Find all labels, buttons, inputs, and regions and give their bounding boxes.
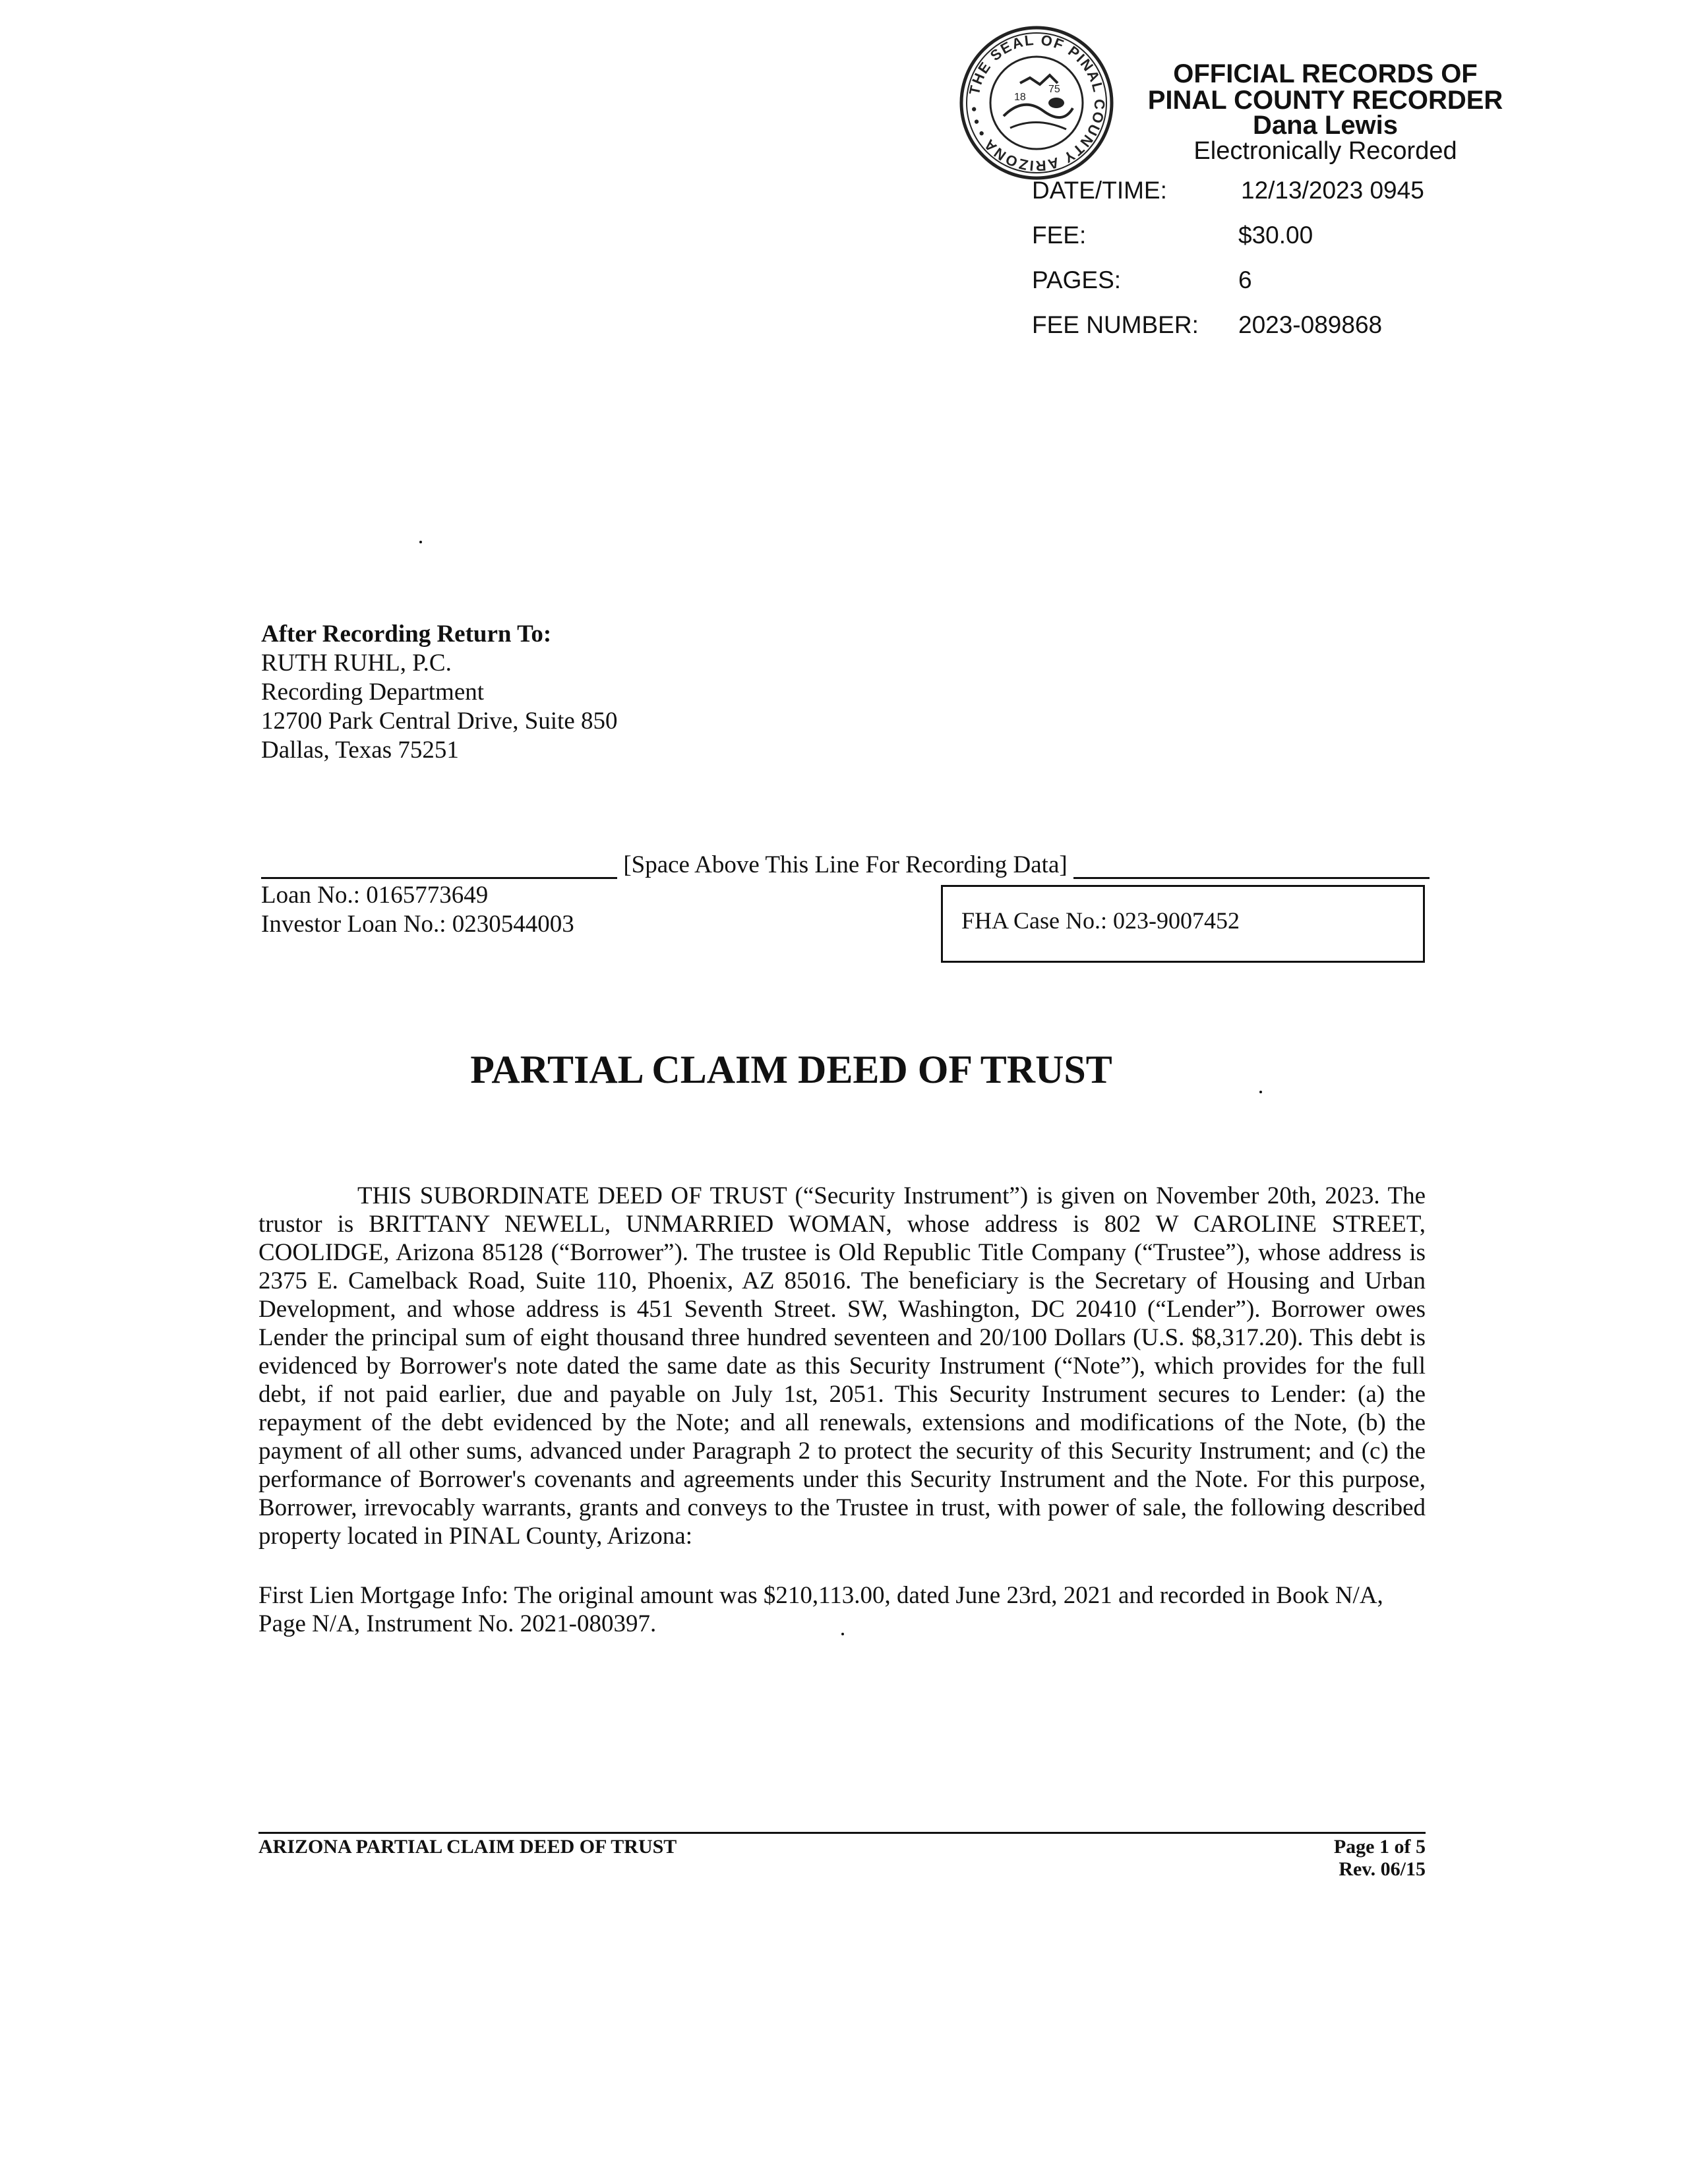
form-revision: Rev. 06/15 — [1339, 1858, 1426, 1880]
recorder-name: Dana Lewis — [1252, 111, 1399, 140]
datetime-label: DATE/TIME: — [1032, 177, 1167, 204]
svg-text:18: 18 — [1014, 92, 1026, 103]
datetime-value: 12/13/2023 0945 — [1241, 177, 1424, 204]
return-to-line: Recording Department — [261, 679, 485, 706]
deed-body-paragraph: THIS SUBORDINATE DEED OF TRUST (“Security Instrument”) is given on November 20th, 2023. The trustor is BRITTANY NEWELL, UNMARRIED WOMAN, whose address is 802 W CAROLINE STREET, COOLIDGE, Arizona 85128 (“Borrower”). The trustee is Old Republic Title Company (“Trustee”), whose address is 2375 E. Camelback Road, Suite 110, Phoenix, AZ 85016. The beneficiary is the Secretary of Housing and Urban Development, and whose address is 451 Seventh Street. SW, Washington, DC 20410 (“Lender”). Borrower owes Lender the principal sum of eight thousand three hundred seventeen and 20/100 Dollars (U.S. $8,317.20). This debt is evidenced by Borrower's note dated the same date as this Security Instrument (“Note”), which provides for the full debt, if not paid earlier, due and payable on July 1st, 2051. This Security Instrument secures to Lender: (a) the repayment of the debt evidenced by the Note; and all renewals, extensions and modifications of the Note, (b) the payment of all other sums, advanced under Paragraph 2 to protect the security of this Security Instrument; and (c) the performance of Borrower's covenants and agreements under this Security Instrument and the Note. For this purpose, Borrower, irrevocably warrants, grants and conveys to the Trustee in trust, with power of sale, the following described property located in PINAL County, Arizona: — [258, 1182, 1426, 1550]
fee-label: FEE: — [1032, 222, 1087, 249]
fha-case-number: FHA Case No.: 023-9007452 — [961, 907, 1240, 934]
return-to-line: RUTH RUHL, P.C. — [261, 650, 452, 677]
pages-value: 6 — [1238, 266, 1252, 293]
return-to-heading: After Recording Return To: — [261, 621, 552, 648]
fha-case-box — [941, 885, 1425, 963]
county-seal — [957, 24, 1116, 182]
first-lien-info: First Lien Mortgage Info: The original amount was $210,113.00, dated June 23rd, 2021 and recorded in Book N/A, Page N/A, Instrument No. 2021-080397. — [258, 1582, 1383, 1637]
recorder-title-line2: PINAL COUNTY RECORDER — [1147, 86, 1503, 115]
space-above-label: [Space Above This Line For Recording Data] — [623, 851, 1068, 878]
fee-number-value: 2023-089868 — [1238, 311, 1383, 338]
return-to-line: 12700 Park Central Drive, Suite 850 — [261, 708, 618, 735]
recording-status: Electronically Recorded — [1193, 137, 1457, 165]
svg-text:THE SEAL OF PINAL COUNTY ARIZO: THE SEAL OF PINAL COUNTY ARIZONA • • • — [965, 31, 1108, 175]
scan-dot — [419, 541, 422, 543]
recorder-title-line1: OFFICIAL RECORDS OF — [1173, 59, 1478, 88]
document-title: PARTIAL CLAIM DEED OF TRUST — [470, 1048, 1112, 1091]
investor-loan-number: Investor Loan No.: 0230544003 — [261, 911, 574, 938]
svg-text:75: 75 — [1048, 84, 1060, 95]
page-number: Page 1 of 5 — [1333, 1836, 1426, 1858]
pages-label: PAGES: — [1032, 266, 1122, 293]
loan-number: Loan No.: 0165773649 — [261, 882, 489, 909]
loan-numbers — [261, 881, 574, 939]
footer-form-name: ARIZONA PARTIAL CLAIM DEED OF TRUST — [258, 1836, 677, 1858]
footer-page-info — [1253, 1836, 1426, 1881]
return-to-block — [261, 620, 618, 765]
fee-value: $30.00 — [1238, 222, 1313, 249]
recording-divider-left — [261, 877, 617, 879]
fee-number-label: FEE NUMBER: — [1032, 311, 1199, 338]
recording-divider-right — [1073, 877, 1430, 879]
footer-rule — [258, 1832, 1426, 1834]
return-to-line: Dallas, Texas 75251 — [261, 737, 459, 764]
